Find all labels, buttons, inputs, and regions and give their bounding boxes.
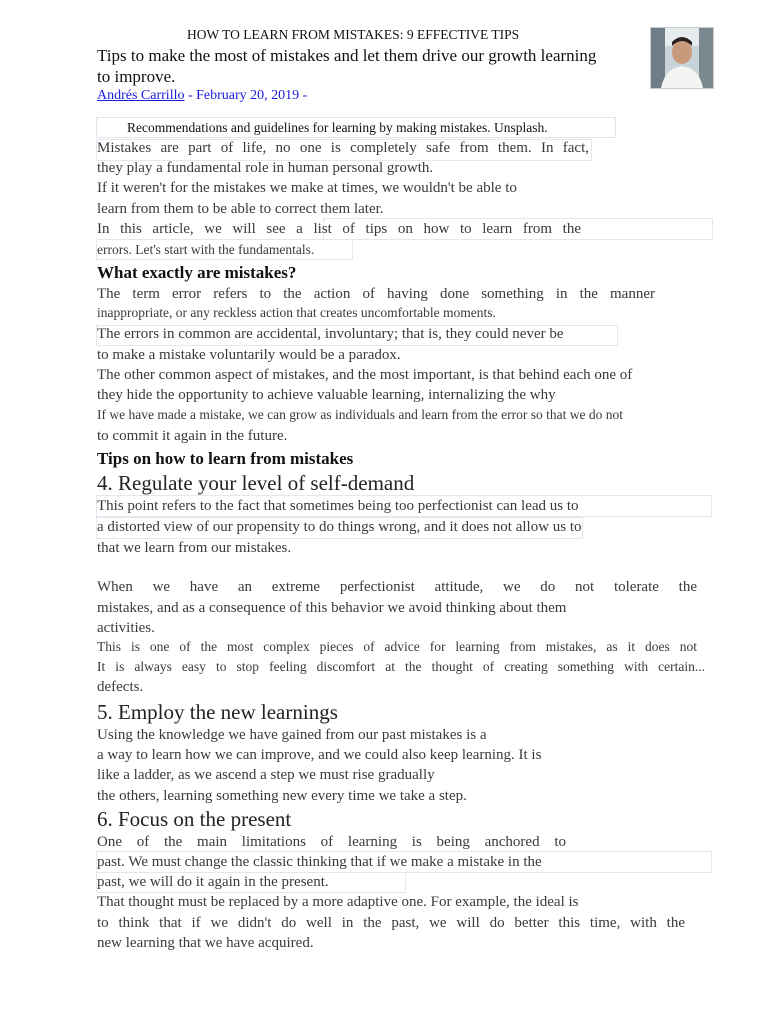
- paragraph-line: This is one of the most complex pieces of advice for learning from mistakes, as it does not: [97, 639, 697, 654]
- paragraph-line: a way to learn how we can improve, and we could also keep learning. It is: [97, 747, 542, 763]
- paragraph-line: Mistakes are part of life, no one is completely safe from them. In fact,: [97, 140, 589, 156]
- paragraph-line: inappropriate, or any reckless action that creates uncomfortable moments.: [97, 305, 496, 320]
- paragraph-line: In this article, we will see a list of tips on how to learn from the: [97, 221, 581, 237]
- publish-date: - February 20, 2019 -: [184, 88, 308, 103]
- paragraph-line: The errors in common are accidental, involuntary; that is, they could never be: [97, 326, 564, 342]
- author-photo: [650, 27, 714, 89]
- paragraph-line: The other common aspect of mistakes, and the most important, is that behind each one of: [97, 367, 633, 383]
- tip-heading: 5. Employ the new learnings: [97, 700, 338, 724]
- paragraph-line: It is always easy to stop feeling discomfort at the thought of creating something with certain...: [97, 659, 705, 674]
- article-subtitle: Tips to make the most of mistakes and let them drive our growth learning to improve.: [97, 46, 597, 86]
- paragraph-line: a distorted view of our propensity to do things wrong, and it does not allow us to: [97, 519, 582, 535]
- paragraph-line: Using the knowledge we have gained from our past mistakes is a: [97, 727, 487, 743]
- paragraph-line: to make a mistake voluntarily would be a paradox.: [97, 347, 401, 363]
- paragraph-line: If we have made a mistake, we can grow as individuals and learn from the error so that we do not: [97, 407, 623, 422]
- paragraph-line: One of the main limitations of learning is being anchored to: [97, 834, 566, 850]
- paragraph-line: like a ladder, as we ascend a step we must rise gradually: [97, 767, 435, 783]
- paragraph-line: the others, learning something new every time we take a step.: [97, 788, 467, 804]
- paragraph-line: learn from them to be able to correct them later.: [97, 201, 384, 217]
- paragraph-line: to think that if we didn't do well in the past, we will do better this time, with the: [97, 915, 685, 931]
- paragraph-line: they play a fundamental role in human personal growth.: [97, 160, 434, 176]
- paragraph-line: new learning that we have acquired.: [97, 935, 314, 951]
- paragraph-line: to commit it again in the future.: [97, 428, 288, 444]
- paragraph-line: past. We must change the classic thinking that if we make a mistake in the: [97, 854, 542, 870]
- section-heading: What exactly are mistakes?: [97, 263, 297, 282]
- paragraph-line: The term error refers to the action of having done something in the manner: [97, 286, 655, 302]
- image-caption: Recommendations and guidelines for learning by making mistakes. Unsplash.: [127, 120, 548, 135]
- tip-heading: 6. Focus on the present: [97, 807, 292, 831]
- paragraph-line: they hide the opportunity to achieve valuable learning, internalizing the why: [97, 387, 556, 403]
- tip-heading: 4. Regulate your level of self-demand: [97, 471, 415, 495]
- paragraph-line: activities.: [97, 620, 155, 636]
- paragraph-line: This point refers to the fact that sometimes being too perfectionist can lead us to: [97, 498, 579, 514]
- paragraph-line: That thought must be replaced by a more adaptive one. For example, the ideal is: [97, 894, 579, 910]
- article-title: HOW TO LEARN FROM MISTAKES: 9 EFFECTIVE TIPS: [187, 27, 520, 42]
- paragraph-line: When we have an extreme perfectionist attitude, we do not tolerate the: [97, 579, 697, 595]
- author-link[interactable]: Andrés Carrillo: [97, 88, 185, 103]
- paragraph-line: mistakes, and as a consequence of this behavior we avoid thinking about them: [97, 600, 567, 616]
- byline: [97, 88, 307, 104]
- paragraph-line: errors. Let's start with the fundamentals.: [97, 242, 315, 257]
- paragraph-line: If it weren't for the mistakes we make at times, we wouldn't be able to: [97, 180, 517, 196]
- paragraph-line: defects.: [97, 679, 144, 695]
- section-heading: Tips on how to learn from mistakes: [97, 449, 354, 468]
- paragraph-line: past, we will do it again in the present.: [97, 874, 329, 890]
- paragraph-line: that we learn from our mistakes.: [97, 540, 292, 556]
